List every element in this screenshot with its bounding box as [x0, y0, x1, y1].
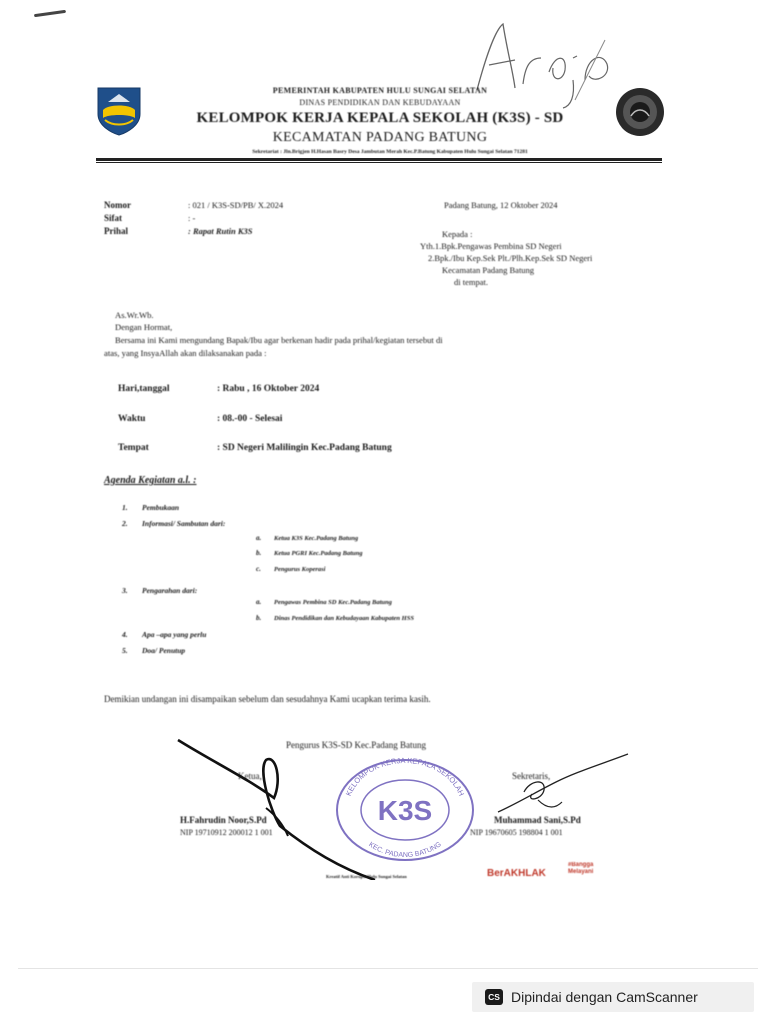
agenda-title: Agenda Kegiatan a.l. :	[104, 475, 197, 486]
signature-organization: Pengurus K3S-SD Kec.Padang Batung	[286, 740, 426, 750]
ketua-nip: NIP 19710912 200012 1 001	[180, 828, 273, 837]
hari-tanggal-value: : Rabu , 16 Oktober 2024	[217, 384, 320, 394]
tempat-value: : SD Negeri Malilingin Kec.Padang Batung	[217, 443, 392, 453]
letterhead-rule-thin	[96, 162, 662, 163]
agenda-item-number: 2.	[122, 519, 128, 528]
recipient-label: Kepada :	[442, 229, 473, 239]
camscanner-label: Dipindai dengan CamScanner	[511, 989, 698, 1005]
letterhead-government: PEMERINTAH KABUPATEN HULU SUNGAI SELATAN	[272, 86, 488, 95]
footer-slogan: Kreatif Anti Korupsi Hulu Sungai Selatan	[326, 874, 407, 879]
agenda-subitem-text: Pengurus Koperasi	[274, 566, 326, 573]
letter-date: Padang Batung, 12 Oktober 2024	[444, 200, 558, 210]
nomor-label: Nomor	[104, 200, 131, 210]
agenda-subitem-letter: b.	[256, 549, 262, 557]
greeting-salam: As.Wr.Wb.	[115, 310, 154, 320]
sekretaris-name: Muhammad Sani,S.Pd	[494, 815, 581, 825]
perihal-label: Prihal	[104, 226, 128, 236]
body-paragraph-line-1: Bersama ini Kami mengundang Bapak/Ibu agar berkenan hadir pada prihal/kegiatan tersebut di	[115, 335, 443, 345]
stamp-top-text: KELOMPOK KERJA KEPALA SEKOLAH	[343, 755, 467, 798]
sekretaris-signature	[496, 752, 636, 822]
tempat-label: Tempat	[118, 443, 149, 453]
agenda-item-text: Informasi/ Sambutan dari:	[142, 519, 226, 528]
stamp-bottom-text: KEC. PADANG BATUNG	[367, 841, 443, 860]
berakhlak-logo: BerAKHLAK	[487, 868, 546, 879]
letterhead-department: DINAS PENDIDIKAN DAN KEBUDAYAAN	[299, 98, 461, 107]
agenda-item-number: 5.	[122, 646, 128, 655]
stamp-center-text: K3S	[377, 795, 433, 826]
sekretaris-nip: NIP 19670605 198804 1 001	[470, 828, 563, 837]
letterhead-organization: KELOMPOK KERJA KEPALA SEKOLAH (K3S) - SD	[196, 110, 564, 126]
body-paragraph-line-2: atas, yang InsyaAllah akan dilaksanakan pada :	[104, 348, 267, 358]
sifat-value: : -	[188, 213, 196, 223]
agenda-item-text: Pengarahan dari:	[142, 586, 198, 595]
nomor-value: : 021 / K3S-SD/PB/ X.2024	[188, 200, 284, 210]
agenda-subitem-text: Ketua PGRI Kec.Padang Batung	[274, 550, 363, 557]
letterhead-district: KECAMATAN PADANG BATUNG	[272, 130, 488, 145]
ketua-signature	[170, 730, 390, 880]
ketua-name: H.Fahrudin Noor,S.Pd	[180, 815, 267, 825]
agenda-item-text: Pembukaan	[142, 503, 180, 512]
bangga-melayani-logo	[568, 862, 593, 876]
scan-edge	[18, 968, 758, 969]
recipient-block	[420, 228, 593, 288]
camscanner-watermark	[472, 982, 754, 1012]
ketua-label: Ketua,	[238, 771, 262, 781]
agenda-subitem-letter: b.	[256, 614, 262, 622]
closing-sentence: Demikian undangan ini disampaikan sebelum dan sesudahnya Kami ucapkan terima kasih.	[104, 694, 431, 704]
camscanner-icon: CS	[485, 989, 503, 1005]
agenda-subitem-text: Ketua K3S Kec.Padang Batung	[274, 535, 359, 542]
bangga-line-1: #Bangga	[568, 862, 594, 868]
agenda-item-text: Apa –apa yang perlu	[142, 630, 207, 639]
bangga-line-2: Melayani	[568, 869, 594, 875]
sekretaris-label: Sekretaris,	[512, 771, 551, 781]
recipient-line-2: 2.Bpk./Ibu Kep.Sek Plt./Plh.Kep.Sek SD Negeri	[428, 253, 593, 263]
recipient-line-1: Yth.1.Bpk.Pengawas Pembina SD Negeri	[420, 241, 562, 251]
recipient-line-4: di tempat.	[454, 277, 488, 287]
agenda-subitem-letter: a.	[256, 598, 262, 606]
agenda-subitem-text: Pengawas Pembina SD Kec.Padang Batung	[274, 599, 392, 606]
hari-tanggal-label: Hari,tanggal	[118, 384, 170, 394]
agenda-item-number: 3.	[122, 586, 128, 595]
agenda-subitem-text: Dinas Pendidikan dan Kebudayaan Kabupaten HSS	[274, 615, 414, 622]
sifat-label: Sifat	[104, 213, 122, 223]
agenda-subitem-letter: c.	[256, 565, 261, 573]
letterhead-rule	[96, 158, 662, 161]
waktu-value: : 08.-00 - Selesai	[217, 414, 283, 424]
waktu-label: Waktu	[118, 414, 146, 424]
agenda-item-number: 4.	[122, 630, 128, 639]
letterhead-secretariat-address: Sekretariat : Jln.Brigjen H.Hasan Basry Desa Jambutan Merah Kec.P.Batung Kabupaten Hulu Sungai Selatan 71281	[252, 149, 528, 155]
greeting-hormat: Dengan Hormat,	[115, 322, 173, 332]
recipient-line-3: Kecamatan Padang Batung	[442, 265, 535, 275]
agenda-subitem-letter: a.	[256, 534, 262, 542]
scan-mark	[34, 10, 66, 17]
agenda-item-text: Doa/ Penutup	[142, 646, 186, 655]
agenda-item-number: 1.	[122, 503, 128, 512]
perihal-value: : Rapat Rutin K3S	[188, 226, 253, 236]
